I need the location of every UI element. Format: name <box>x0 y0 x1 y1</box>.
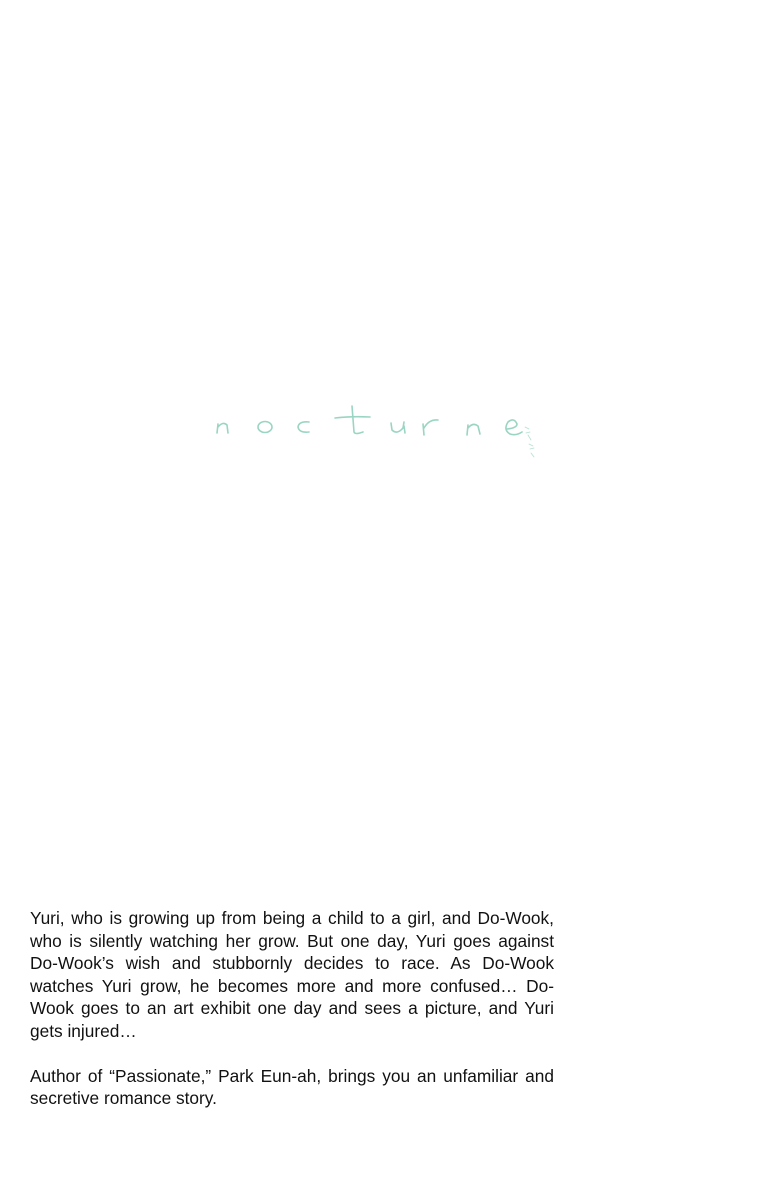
synopsis-text <box>30 907 554 1110</box>
synopsis-paragraph: Yuri, who is growing up from being a child to a girl, and Do-Wook, who is silently watching her grow. But one day, Yuri goes against Do-Wook’s wish and stubbornly decides to race. As Do-Wook watches Yuri grow, he becomes more and more confused… Do-Wook goes to an art exhibit one day and sees a picture, and Yuri gets injured… <box>30 908 554 1041</box>
author-paragraph: Author of “Passionate,” Park Eun-ah, brings you an unfamiliar and secretive romance story. <box>30 1065 554 1108</box>
handwritten-title-logo <box>205 395 555 470</box>
title-logo <box>205 395 555 470</box>
